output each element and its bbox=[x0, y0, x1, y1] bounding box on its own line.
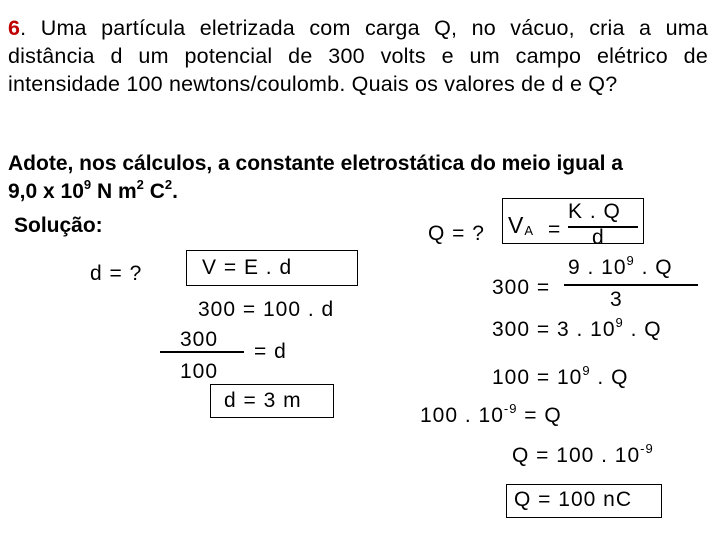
step3: $100 = 10^9$ . Q bbox=[492, 363, 629, 389]
step2: 300 = 3 . $10^9$ . Q bbox=[492, 315, 662, 341]
potential-denominator: d bbox=[592, 226, 605, 249]
step1-fraction-bar bbox=[564, 284, 698, 286]
step1-denominator: 3 bbox=[610, 288, 623, 311]
solution-label: Solução: bbox=[14, 214, 103, 237]
formula-v-ed: V = E . d bbox=[202, 256, 293, 279]
step5: Q = 100 . $10^{-9}$ bbox=[512, 441, 654, 467]
q-unknown: Q = ? bbox=[428, 222, 485, 245]
fraction-bar bbox=[160, 351, 244, 353]
hint-line-2: 9,0 x $10^9$ N $m^2$ $C^2$. bbox=[8, 177, 178, 203]
potential-va: $V_A$ bbox=[508, 212, 535, 238]
q-answer: Q = 100 nC bbox=[514, 488, 632, 511]
problem-text: . Uma partícula eletrizada com carga Q, no vácuo, cria a uma distância d um potencial de 300 volts e um campo elétrico de intensidade 100 newtons/coulomb. Quais os valores de d e Q? bbox=[8, 16, 708, 96]
step4: 100 . $10^{-9} = Q$ bbox=[420, 401, 562, 427]
hint-line-1: Adote, nos cálculos, a constante eletrostática do meio igual a bbox=[8, 152, 623, 175]
fraction-equals-d: = d bbox=[254, 340, 287, 363]
d-unknown: d = ? bbox=[90, 262, 143, 285]
step1-lhs: 300 = bbox=[492, 276, 551, 299]
potential-numerator: K . Q bbox=[568, 200, 621, 223]
fraction-denominator: 100 bbox=[180, 360, 219, 383]
step1-numerator: 9 . $10^9$ . Q bbox=[568, 253, 673, 279]
problem-number: 6 bbox=[8, 16, 21, 40]
d-answer: d = 3 m bbox=[224, 389, 302, 412]
fraction-numerator: 300 bbox=[180, 328, 219, 351]
substitution: 300 = 100 . d bbox=[198, 298, 335, 321]
problem-statement bbox=[8, 14, 708, 98]
potential-equals: = bbox=[548, 218, 562, 241]
